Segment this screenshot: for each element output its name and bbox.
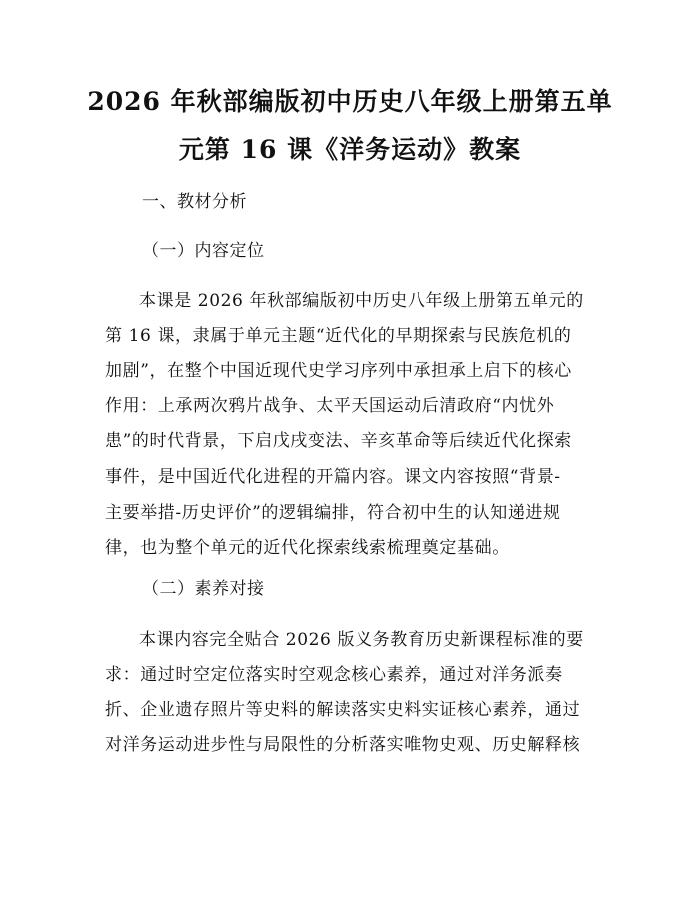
document-title-line-1: 2026 年秋部编版初中历史八年级上册第五单 xyxy=(87,87,613,116)
paragraph-2-line-1: 本课内容完全贴合 2026 版义务教育历史新课程标准的要 xyxy=(139,630,584,650)
subsection-heading-literacy-alignment: （二）素养对接 xyxy=(142,579,265,599)
paragraph-1-line-5: 患”的时代背景，下启戊戌变法、辛亥革命等后续近代化探索 xyxy=(105,431,572,451)
paragraph-2-line-4: 对洋务运动进步性与局限性的分析落实唯物史观、历史解释核 xyxy=(105,735,581,755)
subsection-heading-content-positioning: （一）内容定位 xyxy=(142,241,265,261)
paragraph-2-line-2: 求：通过时空定位落实时空观念核心素养，通过对洋务派奏 xyxy=(105,665,563,685)
paragraph-1-line-6: 事件，是中国近代化进程的开篇内容。课文内容按照“背景- xyxy=(105,467,561,487)
document-title-line-2: 元第 16 课《洋务运动》教案 xyxy=(178,135,522,164)
paragraph-2-line-3: 折、企业遗存照片等史料的解读落实史料实证核心素养，通过 xyxy=(105,700,581,720)
paragraph-1-line-1: 本课是 2026 年秋部编版初中历史八年级上册第五单元的 xyxy=(139,291,584,311)
paragraph-1-line-3: 加剧”，在整个中国近现代史学习序列中承担承上启下的核心 xyxy=(105,361,572,381)
paragraph-1-line-7: 主要举措-历史评价”的逻辑编排，符合初中生的认知递进规 xyxy=(105,503,561,523)
paragraph-1-line-4: 作用：上承两次鸦片战争、太平天国运动后清政府“内忧外 xyxy=(105,396,555,416)
paragraph-1-line-2: 第 16 课，隶属于单元主题“近代化的早期探索与民族危机的 xyxy=(105,326,572,346)
paragraph-1-line-8: 律，也为整个单元的近代化探索线索梳理奠定基础。 xyxy=(105,538,510,558)
section-heading-textbook-analysis: 一、教材分析 xyxy=(142,192,247,212)
